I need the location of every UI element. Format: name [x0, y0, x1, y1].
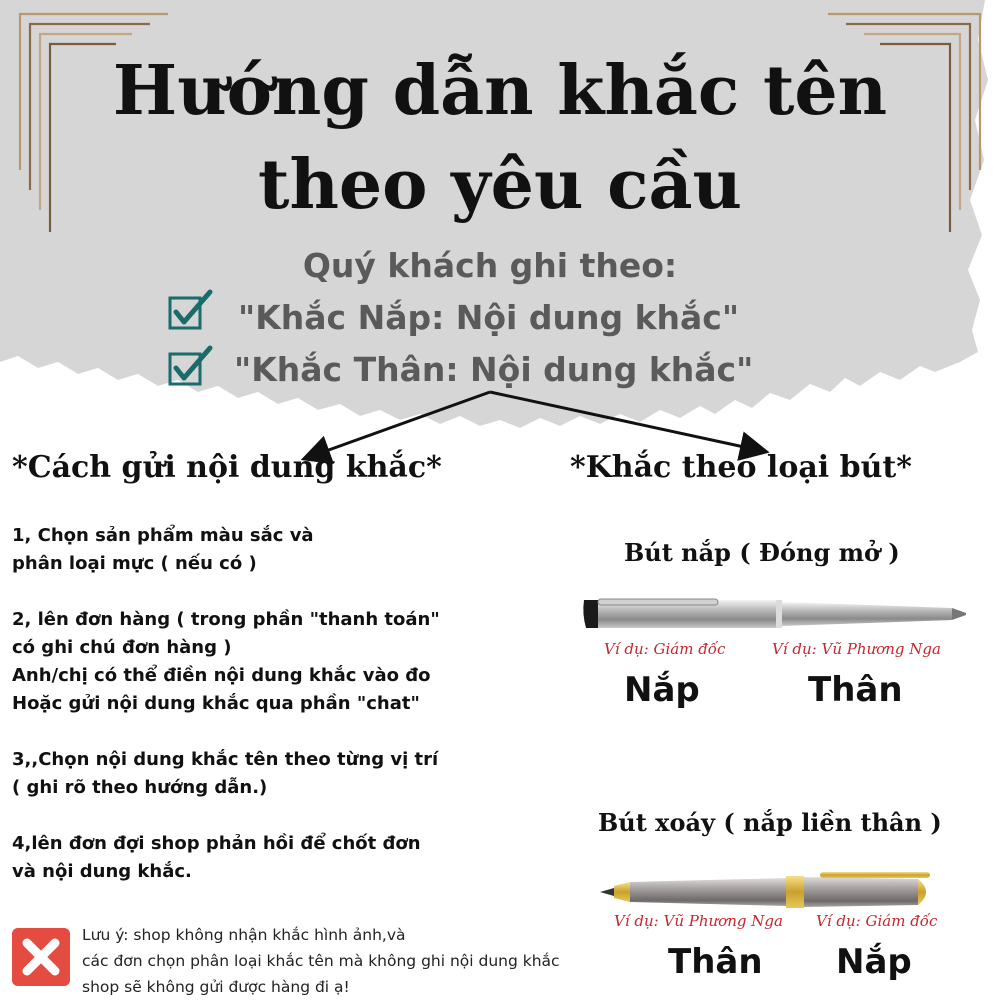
note-line: shop sẽ không gửi được hàng đi ạ!: [82, 978, 350, 996]
right-section-heading: *Khắc theo loại bút*: [570, 450, 912, 485]
instruction-subtitle: Quý khách ghi theo:: [302, 246, 678, 285]
option-engrave-cap: "Khắc Nắp: Nội dung khắc": [238, 298, 740, 337]
steps-list: [12, 522, 492, 914]
option-engrave-body: "Khắc Thân: Nội dung khắc": [234, 350, 754, 389]
twist-pen-image: [600, 870, 940, 914]
note-line: các đơn chọn phân loại khắc tên mà không ghi nội dung khắc: [82, 952, 560, 970]
note-line: Lưu ý: shop không nhận khắc hình ảnh,và: [82, 926, 406, 944]
left-section-heading: *Cách gửi nội dung khắc*: [12, 450, 442, 485]
cap-pen-image: [580, 594, 970, 634]
example-label: Ví dụ: Vũ Phương Nga: [772, 640, 941, 658]
cap-pen-title: Bút nắp ( Đóng mở ): [624, 538, 900, 567]
example-label: Ví dụ: Giám đốc: [604, 640, 726, 658]
pen-part-label: Thân: [808, 670, 903, 710]
step-3: 3,,Chọn nội dung khắc tên theo từng vị trí ( ghi rõ theo hướng dẫn.): [12, 749, 439, 798]
example-label: Ví dụ: Giám đốc: [816, 912, 938, 930]
pen-part-label: Thân: [668, 942, 763, 982]
page-title: Hướng dẫn khắc tên theo yêu cầu: [112, 51, 888, 225]
note-text: [82, 922, 602, 1000]
example-label: Ví dụ: Vũ Phương Nga: [614, 912, 783, 930]
checkbox-checked-icon: [168, 288, 214, 330]
warning-x-icon: [12, 928, 70, 986]
pen-part-label: Nắp: [836, 942, 912, 982]
step-1: 1, Chọn sản phẩm màu sắc và phân loại mực ( nếu có ): [12, 525, 314, 574]
twist-pen-title: Bút xoáy ( nắp liền thân ): [598, 808, 942, 837]
pen-part-label: Nắp: [624, 670, 700, 710]
step-2: 2, lên đơn hàng ( trong phần "thanh toán" có ghi chú đơn hàng ) Anh/chị có thể điền nội dung khắc vào đo Hoặc gửi nội dung khắc qua phần "chat": [12, 609, 440, 714]
step-4: 4,lên đơn đợi shop phản hồi để chốt đơn và nội dung khắc.: [12, 833, 421, 882]
